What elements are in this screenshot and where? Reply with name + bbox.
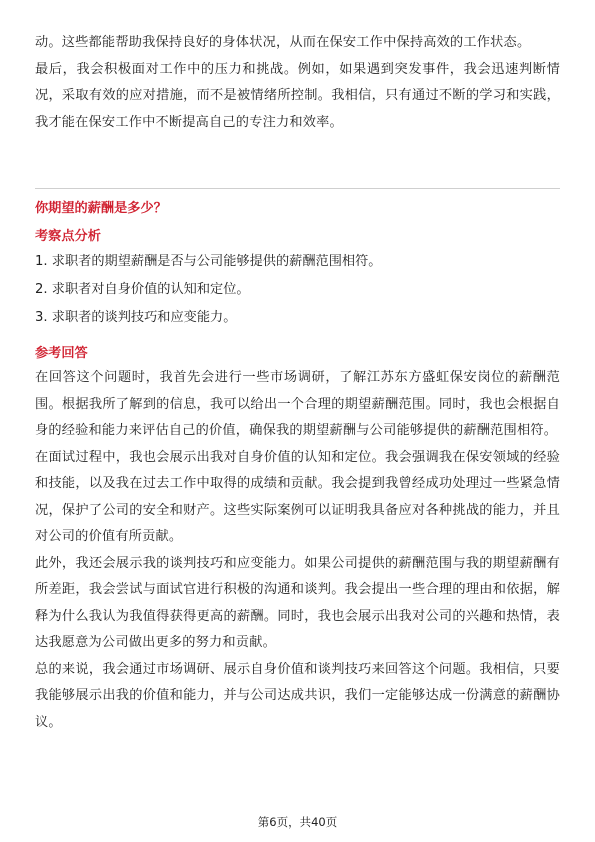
answer-paragraph: 总的来说，我会通过市场调研、展示自身价值和谈判技巧来回答这个问题。我相信，只要我能够展示出我的价值和能力，并与公司达成共识，我们一定能够达成一份满意的薪酬协议。 [35, 661, 560, 730]
answer-paragraph: 在面试过程中，我也会展示出我对自身价值的认知和定位。我会强调我在保安领域的经验和技能，以及我在过去工作中取得的成绩和贡献。我会提到我曾经成功处理过一些紧急情况，保护了公司的安全和财产。这些实际案例可以证明我具备应对各种挑战的能力，并且对公司的价值有所贡献。 [35, 449, 560, 544]
analysis-item: 1. 求职者的期望薪酬是否与公司能够提供的薪酬范围相符。 [35, 254, 382, 269]
analysis-title: 考察点分析 [35, 229, 101, 244]
analysis-item: 3. 求职者的谈判技巧和应变能力。 [35, 310, 237, 325]
answer-paragraph: 此外，我还会展示我的谈判技巧和应变能力。如果公司提供的薪酬范围与我的期望薪酬有所差距，我会尝试与面试官进行积极的沟通和谈判。我会提出一些合理的理由和依据，解释为什么我认为我值得获得更高的薪酬。同时，我也会展示出我对公司的兴趣和热情，表达我愿意为公司做出更多的努力和贡献。 [35, 555, 560, 650]
analysis-section [35, 226, 560, 332]
page-number: 第6页，共40页 [257, 815, 338, 829]
analysis-item: 2. 求职者对自身价值的认知和定位。 [35, 282, 250, 297]
section-divider [35, 188, 560, 189]
answer-paragraph: 在回答这个问题时，我首先会进行一些市场调研，了解江苏东方盛虹保安岗位的薪酬范围。根据我所了解到的信息，我可以给出一个合理的期望薪酬范围。同时，我也会根据自身的经验和能力来评估自己的价值，确保我的期望薪酬与公司能够提供的薪酬范围相符。 [35, 370, 560, 438]
paragraph: 动。这些都能帮助我保持良好的身体状况，从而在保安工作中保持高效的工作状态。 [35, 35, 531, 50]
reference-answer-section [35, 343, 560, 736]
paragraph: 最后，我会积极面对工作中的压力和挑战。例如，如果遇到突发事件，我会迅速判断情况，采取有效的应对措施，而不是被情绪所控制。我相信，只有通过不断的学习和实践，我才能在保安工作中不断提高自己的专注力和效率。 [35, 61, 560, 130]
previous-answer-continuation [35, 30, 560, 136]
question-heading: 你期望的薪酬是多少？ [35, 201, 167, 216]
answer-title: 参考回答 [35, 346, 88, 361]
